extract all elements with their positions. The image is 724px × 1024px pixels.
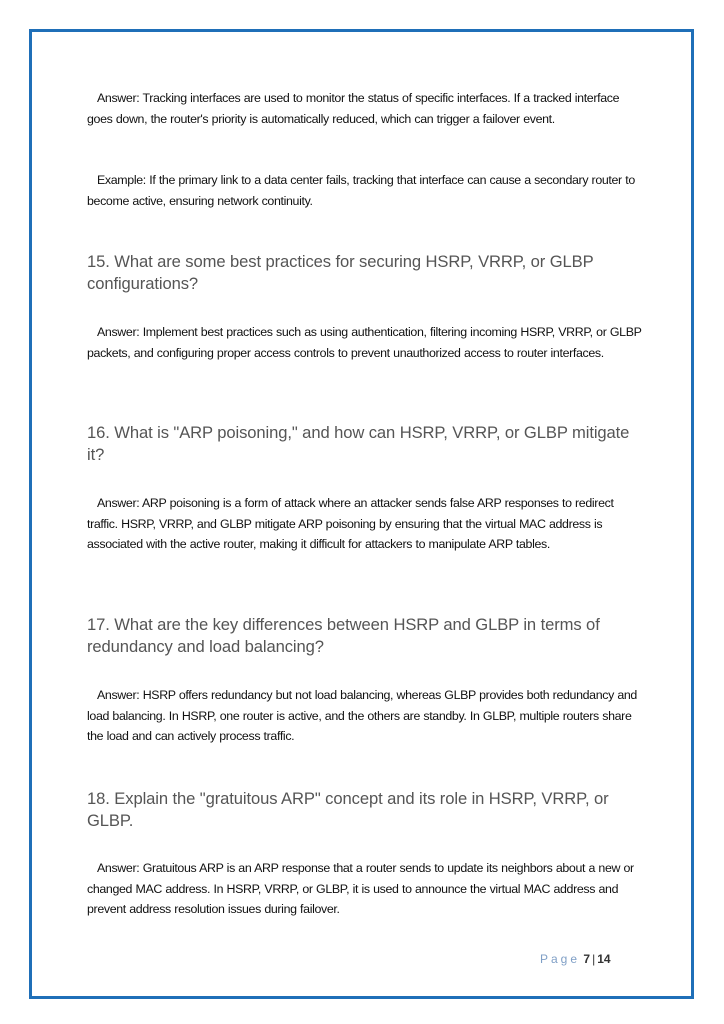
- page-total-number: 14: [597, 952, 611, 966]
- question-15-heading: 15. What are some best practices for securing HSRP, VRRP, or GLBP configurations?: [87, 252, 594, 293]
- question-18-heading: 18. Explain the "gratuitous ARP" concept and its role in HSRP, VRRP, or GLBP.: [87, 789, 609, 830]
- question-17-answer: Answer: HSRP offers redundancy but not load balancing, whereas GLBP provides both redundancy and load balancing. In HSRP, one router is active, and the others are standby. In GLBP, multiple routers share the load and can actively process traffic.: [87, 688, 637, 743]
- question-16-answer: Answer: ARP poisoning is a form of attack where an attacker sends false ARP responses to redirect traffic. HSRP, VRRP, and GLBP mitigate ARP poisoning by ensuring that the virtual MAC address is associated with the active router, making it difficult for attackers to manipulate ARP tables.: [87, 496, 614, 551]
- page-footer: [540, 952, 611, 966]
- question-16-heading: 16. What is "ARP poisoning," and how can HSRP, VRRP, or GLBP mitigate it?: [87, 423, 630, 464]
- intro-example: Example: If the primary link to a data center fails, tracking that interface can cause a secondary router to become active, ensuring network continuity.: [87, 173, 635, 208]
- question-18-answer: Answer: Gratuitous ARP is an ARP response that a router sends to update its neighbors about a new or changed MAC address. In HSRP, VRRP, or GLBP, it is used to announce the virtual MAC address and prevent address resolution issues during failover.: [87, 861, 634, 916]
- intro-answer: Answer: Tracking interfaces are used to monitor the status of specific interfaces. If a tracked interface goes down, the router's priority is automatically reduced, which can trigger a failover event.: [87, 91, 620, 126]
- question-15-answer: Answer: Implement best practices such as using authentication, filtering incoming HSRP, VRRP, or GLBP packets, and configuring proper access controls to prevent unauthorized access to router interfaces.: [87, 325, 642, 360]
- page-label: Page: [540, 952, 581, 966]
- page-separator: |: [592, 952, 596, 966]
- question-17-heading: 17. What are the key differences between HSRP and GLBP in terms of redundancy and load balancing?: [87, 615, 600, 656]
- page-current-number: 7: [583, 952, 591, 966]
